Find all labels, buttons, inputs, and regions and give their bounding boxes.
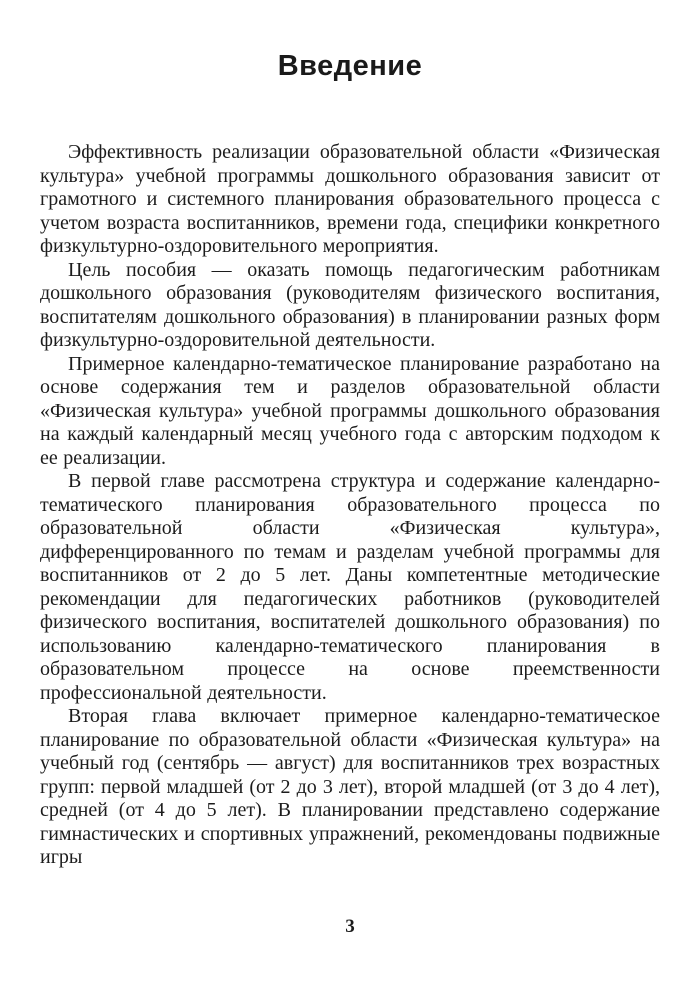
paragraph: Эффективность реализации образовательной области «Физическая культура» учебной программы дошкольного образования зависит от грамотного и системного планирования образовательного процесса с учетом возраста воспитанников, времени года, специфики конкретного физкультурно-оздоровительного мероприятия. [40, 141, 660, 257]
body-paragraphs [40, 141, 660, 870]
page-number: 3 [345, 916, 355, 937]
paragraph: Примерное календарно-тематическое планирование разработано на основе содержания тем и разделов образовательной области «Физическая культура» учебной программы дошкольного образования на каждый календарный месяц учебного года с авторским подходом к ее реализации. [40, 352, 660, 469]
page-title: Введение [277, 50, 423, 82]
paragraph: Вторая глава включает примерное календарно-тематическое планирование по образовательной области «Физическая культура» на учебный год (сентябрь — август) для воспитанников трех возрастных групп: первой младшей (от 2 до 3 лет), второй младшей (от 3 до 4 лет), средней (от 4 до 5 лет). В планировании представлено содержание гимнастических и спортивных упражнений, рекомендованы подвижные игры [40, 705, 660, 868]
paragraph: Цель пособия — оказать помощь педагогическим работникам дошкольного образования (руководителям физического воспитания, воспитателям дошкольного образования) в планировании разных форм физкультурно-оздоровительной деятельности. [40, 258, 660, 351]
paragraph: В первой главе рассмотрена структура и содержание календарно-тематического планирования образовательного процесса по образовательной области «Физическая культура», дифференцированного по темам и разделам учебной программы для воспитанников от 2 до 5 лет. Даны компетентные методические рекомендации для педагогических работников (руководителей физического воспитания, воспитателей дошкольного образования) по использованию календарно-тематического планирования в образовательном процессе на основе преемственности профессиональной деятельности. [40, 470, 660, 704]
